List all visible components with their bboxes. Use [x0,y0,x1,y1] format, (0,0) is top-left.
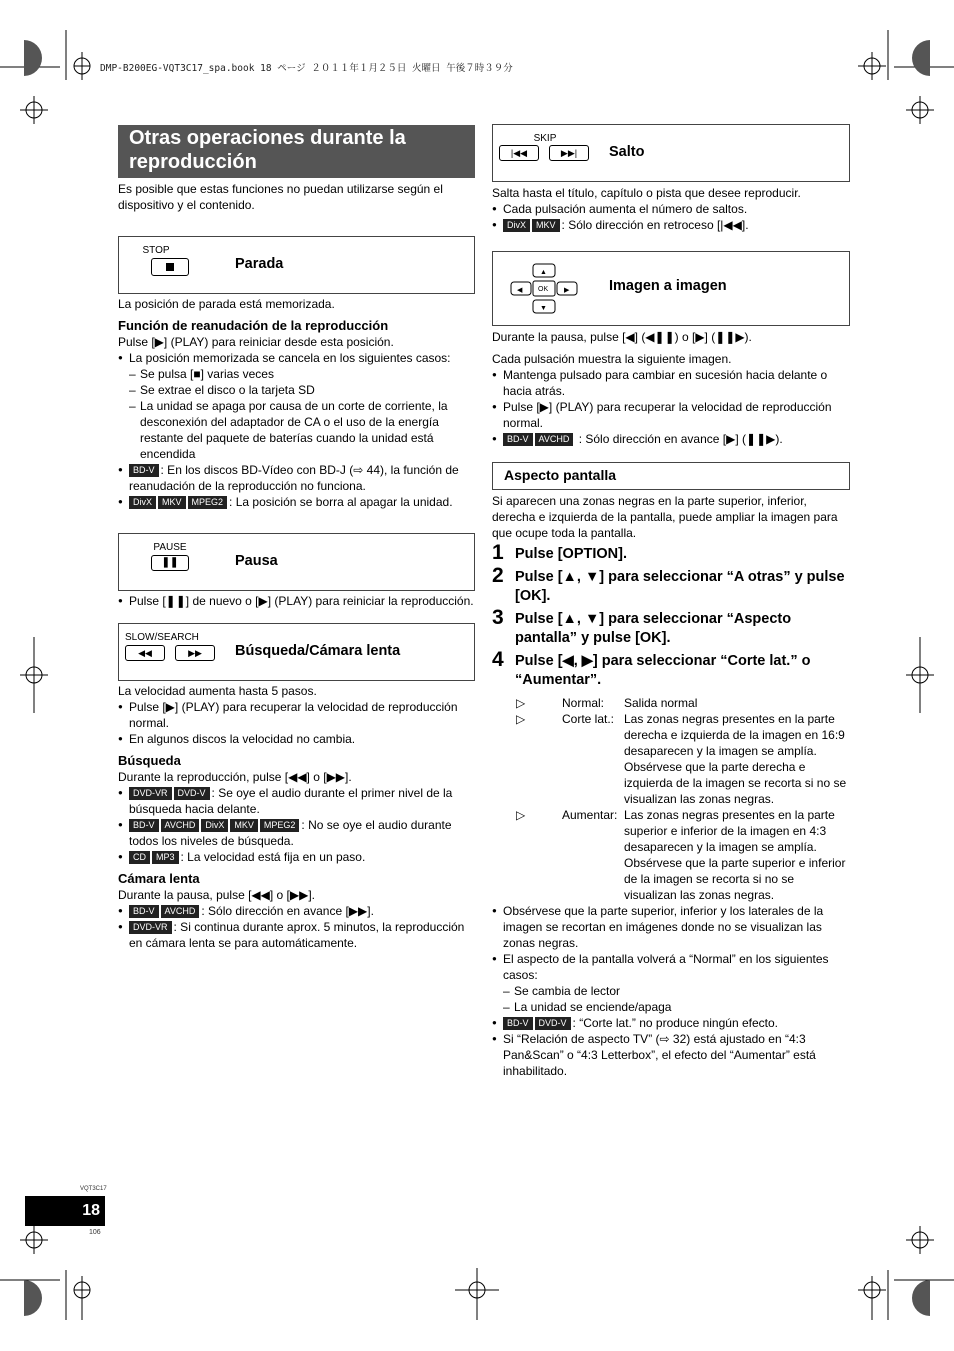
step-4: 4 Pulse [◀, ▶] para seleccionar “Corte lat.” o “Aumentar”. [492,648,811,688]
pause-box [118,533,475,591]
search-label: Búsqueda/Cámara lenta [235,643,401,659]
list-item: ● BD-V AVCHD DivX MKV MPEG2 : No se oye el audio durante todos los niveles de búsqueda. [118,817,475,849]
svg-text:▼: ▼ [540,305,547,312]
list-item: ● CD MP3 : La velocidad está fija en un paso. [118,849,475,865]
options-list [492,695,850,903]
list-item: ● En algunos discos la velocidad no cambia. [118,731,475,747]
aspect-heading-box [492,462,850,490]
list-item: ● DivX MKV : Sólo dirección en retroceso [|◀◀]. [492,217,850,233]
list-item: – Se extrae el disco o la tarjeta SD [118,382,475,398]
list-item: ● DivX MKV MPEG2 : La posición se borra al apagar la unidad. [118,494,475,510]
doc-code: VQT3C17 [80,1186,107,1192]
search-heading: Búsqueda [118,753,181,768]
format-tag: AVCHD [161,905,200,918]
list-item: ● Pulse [❚❚] de nuevo o [▶] (PLAY) para reiniciar la reproducción. [118,593,475,609]
option-corte: ▷ Corte lat.: Las zonas negras presentes en la parte derecha e izquierda de la imagen en 16:9 desaparecen y la imagen se amplía. Obsérvese que la parte derecha e izquierda de la imagen se recorta si no se visualizan las zonas negras. [516,712,847,806]
skip-box [492,124,850,182]
format-tag: DVD-V [174,787,210,800]
list-item: ● Cada pulsación aumenta el número de saltos. [492,201,850,217]
stop-memo: La posición de parada está memorizada. [118,297,335,311]
page-title: Otras operaciones durante la reproducción [118,125,475,178]
pause-label: Pausa [235,553,278,569]
format-tag: MKV [158,496,186,509]
frame-text: Durante la pausa, pulse [◀] (◀❚❚) o [▶] (❚❚▶). [492,330,752,344]
list-item: – Se pulsa [■] varias veces [118,366,475,382]
right-column [492,124,850,1079]
svg-text:OK: OK [538,286,549,293]
list-item: ● BD-V DVD-V : “Corte lat.” no produce ningún efecto. [492,1015,850,1031]
list-item: ● BD-V AVCHD : Sólo dirección en avance [▶▶]. [118,903,475,919]
format-tag: DVD-VR [129,921,172,934]
list-item: ● Pulse [▶] (PLAY) para recuperar la velocidad de reproducción normal. [492,399,850,431]
search-text: Durante la reproducción, pulse [◀◀] o [▶▶]. [118,770,352,784]
format-tag: AVCHD [161,819,200,832]
svg-text:▲: ▲ [540,269,547,276]
format-tag: CD [129,851,150,864]
format-tag: BD-V [503,1017,533,1030]
option-aumentar: ▷ Aumentar: Las zonas negras presentes en la parte superior e inferior de la imagen en 4:3 desaparecen y la imagen se amplía. Obsérvese que la parte superior e inferior de la imagen se recorta si no se visualizan las zonas negras. [516,808,846,902]
step-1: 1 Pulse [OPTION]. [492,541,627,564]
speed-text: La velocidad aumenta hasta 5 pasos. [118,684,317,698]
svg-text:▶: ▶ [564,287,570,294]
format-tag: BD-V [503,433,533,446]
frame-label: Imagen a imagen [609,278,727,294]
list-item: ● Pulse [▶] (PLAY) para recuperar la velocidad de reproducción normal. [118,699,475,731]
frame-text-2: Cada pulsación muestra la siguiente imagen. [492,352,732,366]
stop-label: Parada [235,256,284,272]
option-normal: ▷ Normal: Salida normal [516,696,698,710]
list-item: – La unidad se enciende/apaga [492,999,850,1015]
format-tag: BD-V [129,819,159,832]
format-tag: BD-V [129,905,159,918]
list-item: – La unidad se apaga por causa de un corte de corriente, la desconexión del adaptador de CA o el uso de la energía restante del paquete de baterías cuando la unidad está encendida [118,398,475,462]
format-tag: DivX [503,219,530,232]
resume-text: Pulse [▶] (PLAY) para reiniciar desde esta posición. [118,335,394,349]
list-item: ● BD-V : En los discos BD-Vídeo con BD-J (⇨ 44), la función de reanudación de la reproducción no funciona. [118,462,475,494]
format-tag: MKV [532,219,560,232]
stop-box [118,236,475,294]
format-tag: DVD-V [535,1017,571,1030]
format-tag: MPEG2 [260,819,300,832]
aspect-heading: Aspecto pantalla [504,467,617,483]
list-item: ● El aspecto de la pantalla volverá a “Normal” en los siguientes casos: [492,951,850,983]
slow-text: Durante la pausa, pulse [◀◀] o [▶▶]. [118,888,316,902]
format-tag: DVD-VR [129,787,172,800]
format-tag: AVCHD [535,433,574,446]
aspect-intro: Si aparecen una zonas negras en la parte superior, inferior, derecha e izquierda de la pantalla, puede ampliar la imagen para que ocupe toda la pantalla. [492,494,838,540]
list-item: ● La posición memorizada se cancela en los siguientes casos: [118,350,475,366]
intro-text: Es posible que estas funciones no puedan utilizarse según el dispositivo y el contenido. [118,182,443,212]
skip-label: Salto [609,144,645,160]
search-box [118,623,475,681]
pause-button-icon: PAUSE ❚❚ [125,542,217,584]
format-tag: DivX [201,819,228,832]
list-item: – Se cambia de lector [492,983,850,999]
stop-button-icon: STOP [125,245,217,287]
frame-box [492,251,850,326]
list-item: ● BD-V AVCHD : Sólo dirección en avance [▶] (❚❚▶). [492,431,850,447]
format-tag: MP3 [152,851,179,864]
skip-button-icon: SKIP |◀◀ ▶▶| [499,133,591,175]
list-item: ● Mantenga pulsado para cambiar en sucesión hacia delante o hacia atrás. [492,367,850,399]
skip-text: Salta hasta el título, capítulo o pista que desee reproducir. [492,186,801,200]
format-tag: BD-V [129,464,159,477]
format-tag: MKV [230,819,258,832]
left-column [118,125,475,951]
page-number-small: 106 [89,1229,101,1236]
slow-search-button-icon: SLOW/SEARCH ◀◀ ▶▶ [125,632,217,674]
page-number-box [25,1196,105,1226]
list-item: ● Obsérvese que la parte superior, inferior y los laterales de la imagen se recortan en imágenes donde no se visualizan las zonas negras. [492,903,850,951]
resume-heading: Función de reanudación de la reproducción [118,318,389,333]
list-item: ● DVD-VR DVD-V : Se oye el audio durante el primer nivel de la búsqueda hacia delante. [118,785,475,817]
list-item: ● DVD-VR : Si continua durante aprox. 5 minutos, la reproducción en cámara lenta se para automáticamente. [118,919,475,951]
format-tag: DivX [129,496,156,509]
format-tag: MPEG2 [188,496,228,509]
dpad-icon [499,262,591,318]
slow-heading: Cámara lenta [118,871,200,886]
page-number: 18 [82,1202,100,1219]
svg-text:◀: ◀ [517,287,523,294]
book-header: DMP-B200EG-VQT3C17_spa.book 18 ページ ２０１１年１月２５日 火曜日 午後７時３９分 [100,63,513,74]
list-item: ● Si “Relación de aspecto TV” (⇨ 32) está ajustado en “4:3 Pan&Scan” o “4:3 Letterbox”, el efecto del “Aumentar” está inhabilitado. [492,1031,850,1079]
step-2: 2 Pulse [▲, ▼] para seleccionar “A otras” y pulse [OK]. [492,564,845,604]
step-3: 3 Pulse [▲, ▼] para seleccionar “Aspecto pantalla” y pulse [OK]. [492,606,792,646]
